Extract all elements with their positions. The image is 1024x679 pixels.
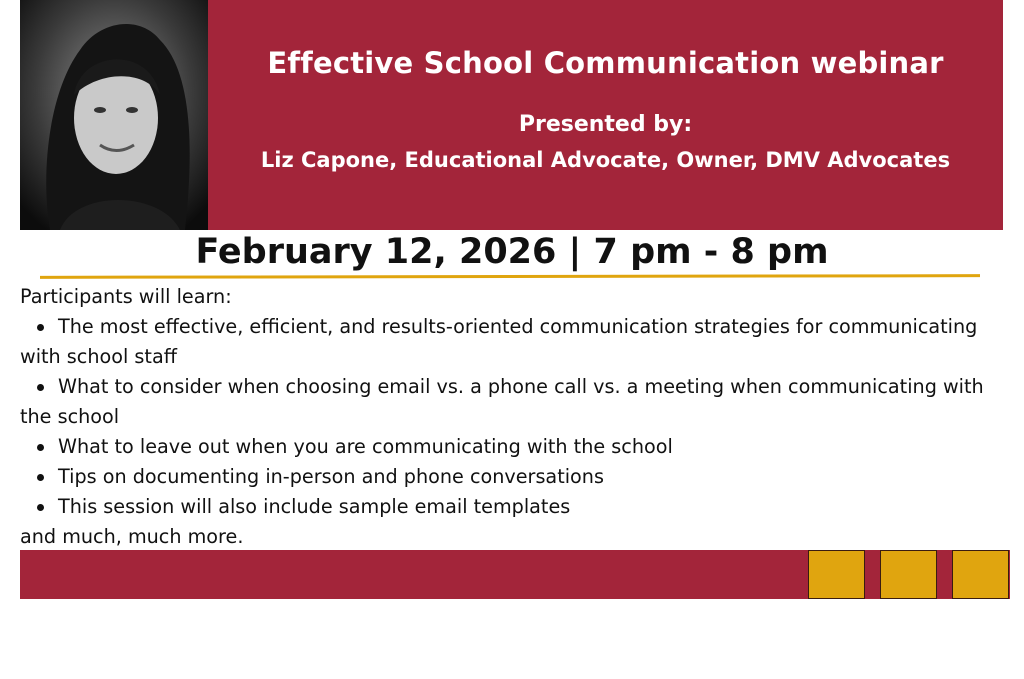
description: [20, 282, 1010, 552]
list-item: What to consider when choosing email vs. a phone call vs. a meeting when communicating with the school: [20, 372, 1010, 432]
event-date-time: February 12, 2026 | 7 pm - 8 pm: [195, 232, 829, 272]
date-underline: [40, 274, 980, 279]
outro-text: and much, much more.: [20, 525, 244, 548]
presenter-photo: [20, 0, 208, 230]
presented-by-label: Presented by:: [518, 112, 693, 137]
webinar-title: Effective School Communication webinar: [267, 46, 944, 80]
list-item: The most effective, efficient, and results-oriented communication strategies for communicating with school staff: [20, 312, 1010, 372]
list-item: What to leave out when you are communicating with the school: [20, 432, 1010, 462]
presenter-name: Liz Capone, Educational Advocate, Owner, DMV Advocates: [260, 148, 951, 172]
decorative-square: [952, 550, 1009, 599]
list-item: This session will also include sample email templates: [20, 492, 1010, 522]
learning-list: [20, 312, 1010, 522]
list-item: Tips on documenting in-person and phone conversations: [20, 462, 1010, 492]
intro-text: Participants will learn:: [20, 285, 232, 308]
decorative-square: [808, 550, 865, 599]
title-banner: [208, 0, 1003, 230]
decorative-square: [880, 550, 937, 599]
